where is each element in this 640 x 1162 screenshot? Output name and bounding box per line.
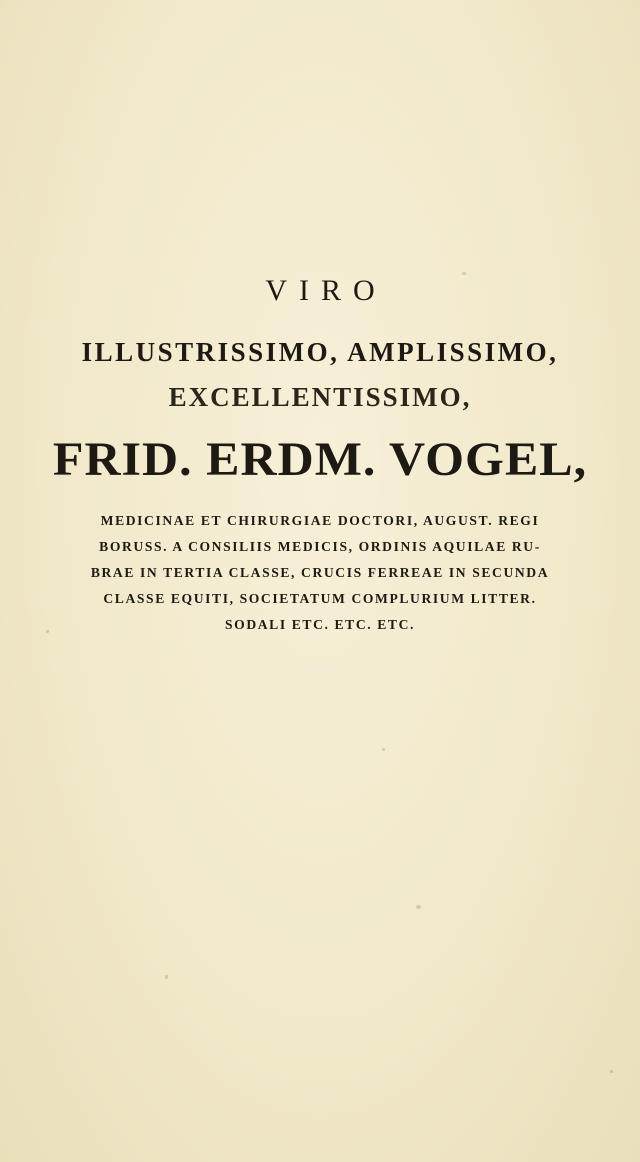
paper-speck xyxy=(462,272,466,275)
paper-speck xyxy=(46,630,49,633)
paper-speck xyxy=(416,905,421,909)
paper-speck xyxy=(382,748,385,751)
epithet-line-2: EXCELLENTISSIMO, xyxy=(168,382,472,412)
epithet-line-1: ILLUSTRISSIMO, AMPLISSIMO, xyxy=(81,337,559,367)
paper-speck xyxy=(610,1070,613,1073)
titles-line-4: CLASSE EQUITI, SOCIETATUM COMPLURIUM LITTER. xyxy=(103,591,537,606)
titles-line-5: SODALI ETC. ETC. ETC. xyxy=(225,617,415,632)
titles-line-2: BORUSS. A CONSILIIS MEDICIS, ORDINIS AQUILAE RU- xyxy=(99,539,541,554)
dedicatee-titles xyxy=(0,508,640,638)
paper-speck xyxy=(165,975,168,979)
dedicatee-name: FRID. ERDM. VOGEL, xyxy=(52,432,588,486)
titles-line-1: MEDICINAE ET CHIRURGIAE DOCTORI, AUGUST. REGI xyxy=(100,513,540,528)
salutation-viro: VIRO xyxy=(265,274,387,307)
titles-line-3: BRAE IN TERTIA CLASSE, CRUCIS FERREAE IN SECUNDA xyxy=(90,565,550,580)
